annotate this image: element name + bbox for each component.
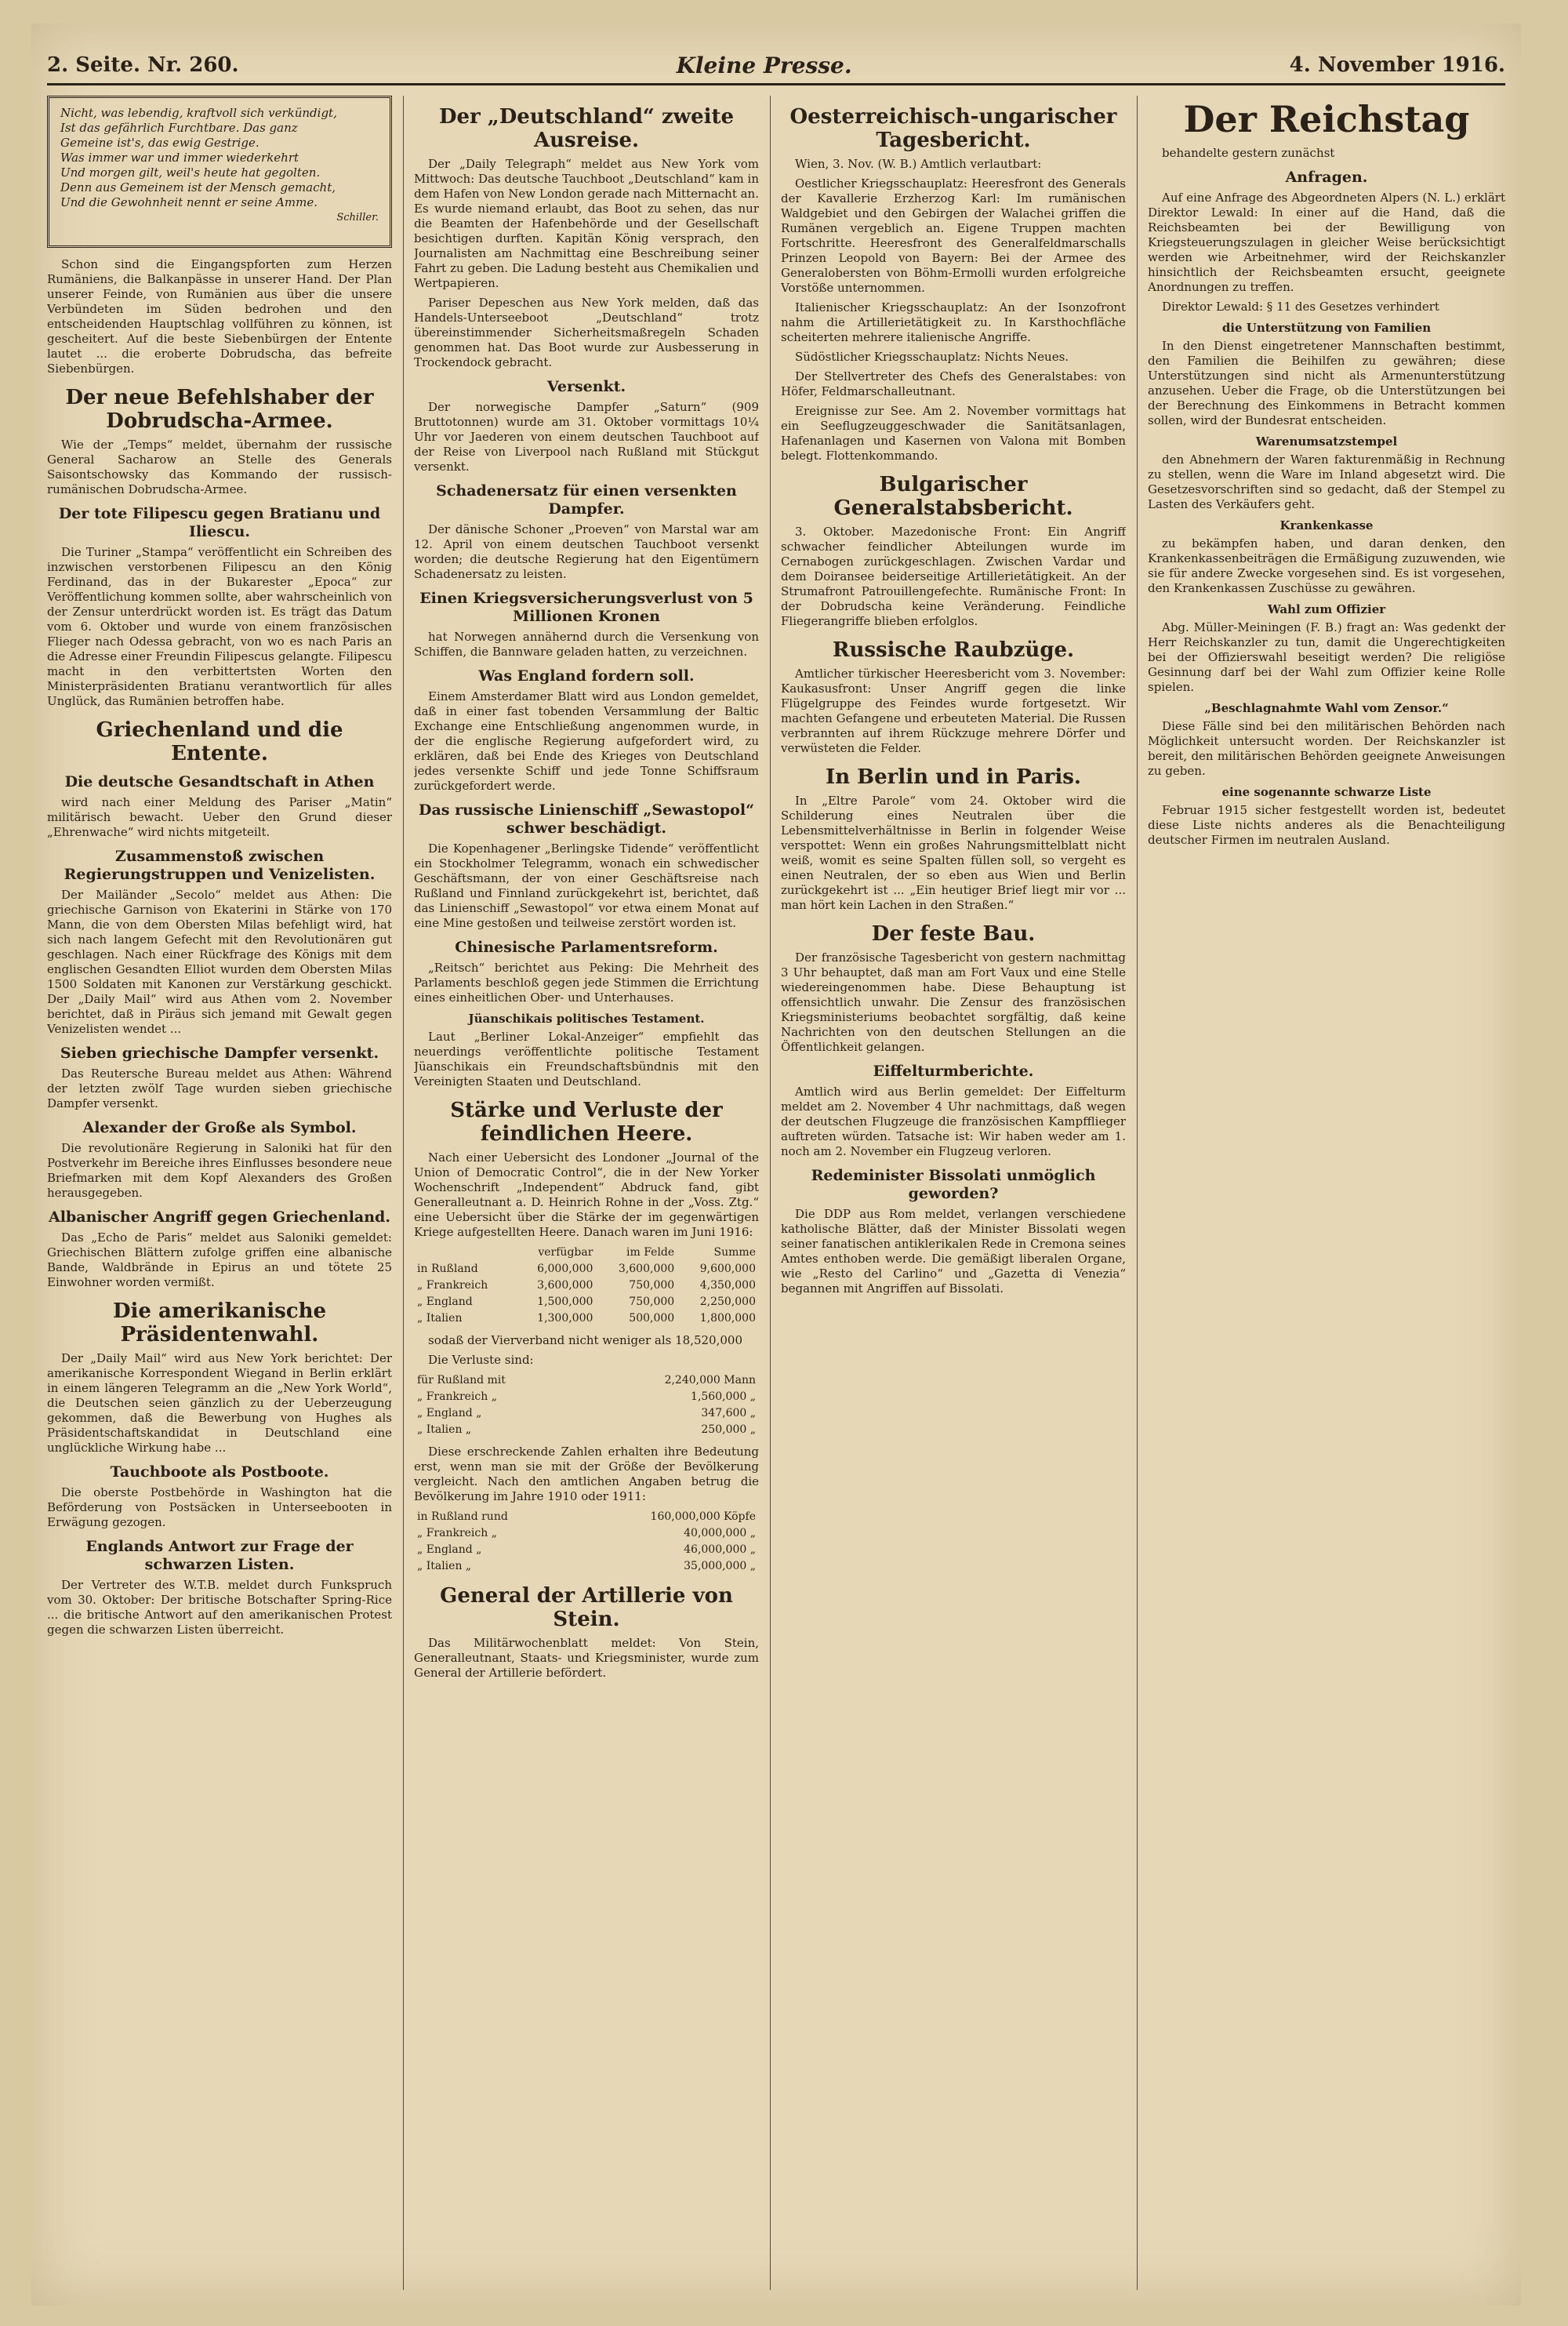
headline: Einen Kriegsversicherungsverlust von 5 Millionen Kronen [419, 590, 753, 625]
headline: Oesterreichisch-ungarischer Tagesbericht. [789, 105, 1117, 152]
article-text: Wie der „Temps“ meldet, übernahm der russische General Sacharow an Stelle des Generals Saisontschowsky das Kommando der russisch-rumänischen Dobrudscha-Armee. [47, 438, 392, 496]
newspaper-title: Kleine Presse. [676, 52, 852, 78]
table-row [414, 1277, 759, 1294]
article-text: Der Stellvertreter des Chefs des Generalstabes: von Höfer, Feldmarschalleutnant. [781, 369, 1126, 398]
article-text: Südöstlicher Kriegsschauplatz: Nichts Neues. [795, 350, 1069, 364]
headline: Tauchboote als Postboote. [110, 1463, 329, 1481]
table-header-cell: Summe [713, 1246, 756, 1259]
table-cell: 250,000 „ [701, 1423, 756, 1436]
headline: General der Artillerie von Stein. [440, 1584, 733, 1631]
column-4 [1148, 96, 1505, 2290]
article-text: Der Vertreter des W.T.B. meldet durch Funkspruch vom 30. Oktober: Der britische Botschafter Spring-Rice ... die britische Antwort auf den amerikanischen Protest gegen die schwarzen Listen überreicht. [47, 1578, 392, 1637]
headline: Englands Antwort zur Frage der schwarzen Listen. [85, 1538, 354, 1573]
newspaper-page [31, 24, 1521, 2306]
article-text: In den Dienst eingetretener Mannschaften bestimmt, den Familien die Beihilfen zu gewähren; diese Unterstützungen sind nicht als Armenunterstützung anzusehen. Ueber die Frage, ob die Unterstützungen bei der Berechnung des Einkommens in Betracht kommen sollen, wird der Bundesrat entscheiden. [1148, 339, 1505, 427]
headline: Redeminister Bissolati unmöglich geworden? [811, 1167, 1096, 1202]
headline: Schadenersatz für einen versenkten Dampfer. [436, 482, 737, 518]
subheadline: „Beschlagnahmte Wahl vom Zensor.“ [1204, 701, 1449, 715]
table-cell: „ Italien „ [417, 1423, 472, 1436]
table-cell: 46,000,000 „ [684, 1543, 756, 1556]
table-cell: 160,000,000 Köpfe [650, 1510, 756, 1523]
table-row [414, 1294, 759, 1310]
headline: Sieben griechische Dampfer versenkt. [60, 1045, 379, 1062]
article-text: hat Norwegen annähernd durch die Versenkung von Schiffen, die Bannware geladen hatten, zu verzeichnen. [414, 630, 759, 659]
article-text: zu bekämpfen haben, und daran denken, den Krankenkassenbeiträgen die Ermäßigung zuzuwenden, wie sie für andere Zwecke vorgesehen sind. Es ist vorgesehen, den Krankenkassen Zuschüsse zu gewähren. [1148, 536, 1505, 595]
table-cell: 1,560,000 „ [691, 1390, 756, 1403]
table-cell: 1,300,000 [537, 1312, 593, 1325]
table-row [414, 1509, 759, 1525]
subheadline: Die deutsche Gesandtschaft in Athen [64, 773, 375, 790]
headline: Russische Raubzüge. [832, 638, 1075, 662]
article-text: Oestlicher Kriegsschauplatz: Heeresfront des Generals der Kavallerie Erzherzog Karl: Im rumänischen Waldgebiet und den Gebirgen der Walachei griffen die Rumänen vergeblich an. Eigene Truppen machten Fortschritte. Heeresfront des Generalfeldmarschalls Prinzen Leopold von Bayern: Bei der Armee des Generalobersten von Böhm-Ermolli wurden erfolgreiche Vorstöße unternommen. [781, 176, 1126, 295]
article-text: Italienischer Kriegsschauplatz: An der Isonzofront nahm die Artillerietätigkeit zu. In Karsthochfläche scheiterten mehrere italienische Angriffe. [781, 300, 1126, 344]
subheadline: Krankenkasse [1279, 518, 1374, 532]
headline: Der „Deutschland“ zweite Ausreise. [438, 105, 735, 152]
article-text: Diese Fälle sind bei den militärischen Behörden nach Möglichkeit untersucht worden. Der Reichskanzler ist bereit, den militärischen Behörden geeignete Anweisungen zu geben. [1148, 719, 1505, 778]
article-text: behandelte gestern zunächst [1162, 146, 1335, 160]
poem-box [47, 96, 392, 248]
table-cell: 4,350,000 [699, 1279, 756, 1292]
table-row [414, 1558, 759, 1575]
table-row [414, 1405, 759, 1422]
article-text: Der „Daily Telegraph“ meldet aus New York vom Mittwoch: Das deutsche Tauchboot „Deutschland“ kam in dem Hafen von New London gerade nach Mitternacht an. Es wurde niemand erlaubt, das Boot zu sehen, das nur die Beamten der Hafenbehörde und der Gesellschaft besichtigen durften. Kapitän König versprach, den Journalisten am Nachmittag eine Beschreibung seiner Fahrt zu geben. Die Ladung besteht aus Chemikalien und Wertpapieren. [414, 157, 759, 290]
subheadline: Warenumsatzstempel [1255, 434, 1398, 449]
article-text: Der Mailänder „Secolo“ meldet aus Athen: Die griechische Garnison von Ekaterini in Stärke von 170 Mann, die von dem Obersten Milas befehligt wird, hat sich nach langem Gefecht mit den Revolutionären gut geschlagen. Nach einer Rückfrage des Königs mit dem englischen Gesandten Elliot wurden dem Obersten Milas 1500 Soldaten mit Kanonen zur Verstärkung geschickt. Der „Daily Mail“ wird aus Athen vom 2. November berichtet, daß in Piräus sich jemand mit Gewalt gegen Venizelisten wendet ... [47, 888, 392, 1036]
poem-author: Schiller. [336, 212, 379, 224]
article-text: den Abnehmern der Waren fakturenmäßig in Rechnung zu stellen, wenn die Ware im Inland abgesetzt wird. Die Gesetzesvorschriften sind so gedacht, daß der Stempel zu Lasten des Verkäufers geht. [1148, 452, 1505, 511]
column-rule [770, 96, 771, 2290]
article-text: „Reitsch“ berichtet aus Peking: Die Mehrheit des Parlaments beschloß gegen jede Stimmen die Errichtung eines einheitlichen Ober- und Unterhauses. [414, 961, 759, 1005]
table-cell: in Rußland rund [417, 1510, 508, 1523]
column-3 [781, 96, 1126, 2290]
table-cell: für Rußland mit [417, 1374, 506, 1387]
headline: Griechenland und die Entente. [96, 718, 343, 765]
table-header-cell [414, 1245, 515, 1261]
headline: Eiffelturmberichte. [873, 1063, 1034, 1080]
headline: Der feste Bau. [871, 922, 1036, 946]
table-cell: 2,240,000 Mann [664, 1374, 756, 1387]
article-text: Wien, 3. Nov. (W. B.) Amtlich verlautbart: [795, 157, 1042, 171]
article-text: Die oberste Postbehörde in Washington hat die Beförderung von Postsäcken in Unterseebooten in Erwägung gezogen. [47, 1485, 392, 1529]
column-rule [1137, 96, 1138, 2290]
table-cell: 35,000,000 „ [684, 1560, 756, 1572]
article-text: sodaß der Vierverband nicht weniger als 18,520,000 [428, 1333, 742, 1347]
table-cell: „ Frankreich „ [417, 1527, 497, 1539]
table-header-row [414, 1245, 759, 1261]
article-text: Der norwegische Dampfer „Saturn“ (909 Bruttotonnen) wurde am 31. Oktober vormittags 10¼ Uhr vor Jaederen von einem deutschen Tauchboot auf der Reise von Liverpool nach Rußland mit Stückgut versenkt. [414, 400, 759, 474]
article-text: Die DDP aus Rom meldet, verlangen verschiedene katholische Blätter, daß der Minister Bissolati wegen seiner fanatischen antiklerikalen Rede in Cremona seines Amtes enthoben werde. Die gemäßigt liberalen Organe, wie „Resto del Carlino“ und „Gazetta di Venezia“ begannen mit Angriffen auf Bissolati. [781, 1207, 1126, 1296]
poem-line: Ist das gefährlich Furchtbare. Das ganz [60, 121, 298, 135]
losses-table [414, 1372, 759, 1438]
army-strength-table [414, 1245, 759, 1327]
table-cell: 750,000 [629, 1296, 675, 1308]
headline: Albanischer Angriff gegen Griechenland. [49, 1208, 390, 1226]
article-text: Die revolutionäre Regierung in Saloniki hat für den Postverkehr im Bereiche ihres Einflusses besondere neue Briefmarken mit dem Kopf Alexanders des Großen herausgegeben. [47, 1141, 392, 1200]
subheadline: Anfragen. [1285, 169, 1368, 186]
table-row [414, 1389, 759, 1405]
header-date: 4. November 1916. [1289, 53, 1505, 77]
table-cell: „ England [417, 1296, 473, 1308]
article-text: Ereignisse zur See. Am 2. November vormittags hat ein Seeflugzeuggeschwader die Sanitätsanlagen, Hafenanlagen und Kasernen von Valona mit Bomben belegt. Flottenkommando. [781, 404, 1126, 463]
poem-line: Nicht, was lebendig, kraftvoll sich verkündigt, [60, 106, 337, 120]
table-cell: 2,250,000 [699, 1296, 756, 1308]
subheadline: Wahl zum Offizier [1267, 602, 1386, 616]
headline: In Berlin und in Paris. [826, 765, 1081, 789]
headline: Versenkt. [546, 378, 626, 395]
table-row [414, 1310, 759, 1327]
article-text: wird nach einer Meldung des Pariser „Matin“ militärisch bewacht. Ueber den Grund dieser „Ehrenwache“ wird nichts mitgeteilt. [47, 795, 392, 839]
headline: Bulgarischer Generalstabsbericht. [833, 473, 1073, 520]
table-cell: 500,000 [629, 1312, 675, 1325]
table-cell: „ Italien „ [417, 1560, 472, 1572]
table-header-cell: im Felde [626, 1246, 675, 1259]
table-cell: „ England „ [417, 1407, 482, 1419]
table-cell: 1,800,000 [699, 1312, 756, 1325]
header-page-number: 2. Seite. Nr. 260. [47, 53, 239, 77]
poem-line: Denn aus Gemeinem ist der Mensch gemacht, [60, 180, 336, 194]
running-header [47, 47, 1505, 85]
article-text: 3. Oktober. Mazedonische Front: Ein Angriff schwacher feindlicher Abteilungen wurde im Cernabogen zurückgeschlagen. Zwischen Vardar und dem Doiransee beiderseitige Artillerietätigkeit. An der Strumafront Patrouillengefechte. Rumänische Front: In der Dobrudscha keine Veränderung. Feindliche Fliegerangriffe blieben erfolglos. [781, 525, 1126, 628]
headline: Was England fordern soll. [478, 667, 695, 685]
headline: Der neue Befehlshaber der Dobrudscha-Armee. [65, 386, 374, 433]
article-text: Amtlich wird aus Berlin gemeldet: Der Eiffelturm meldet am 2. November 4 Uhr nachmittags, daß wegen der deutschen Flugzeuge die französischen Kampfflieger auftreten würden. Tatsache ist: Wir haben weder am 1. noch am 2. November ein Flugzeug verloren. [781, 1085, 1126, 1158]
table-cell: 40,000,000 „ [684, 1527, 756, 1539]
column-rule [403, 96, 404, 2290]
subheadline: die Unterstützung von Familien [1221, 321, 1432, 335]
column-1 [47, 96, 392, 2290]
article-text: Die Kopenhagener „Berlingske Tidende“ veröffentlicht ein Stockholmer Telegramm, wonach ein schwedischer Geschäftsmann, der von einer Geschäftsreise nach Rußland und Finnland zurückgekehrt ist, berichtet, daß das Linienschiff „Sewastopol“ vor etwa einem Monat auf eine Mine gestoßen und teilweise zerstört worden ist. [414, 841, 759, 930]
headline: Alexander der Große als Symbol. [82, 1119, 357, 1136]
article-text: Der französische Tagesbericht von gestern nachmittag 3 Uhr behauptet, daß man am Fort Vaux und eine Stelle wiedereingenommen habe. Diese Behauptung ist offensichtlich unwahr. Die Zensur des französischen Kriegsministeriums beobachtet sorgfältig, daß keine Nachrichten von den deutschen Stellungen an die Öffentlichkeit gelangen. [781, 950, 1126, 1054]
subheadline: eine sogenannte schwarze Liste [1221, 785, 1432, 799]
article-text: Einem Amsterdamer Blatt wird aus London gemeldet, daß in einer fast tobenden Versammlung der Baltic Exchange eine Entschließung angenommen wurde, in der die englische Regierung aufgefordert wird, zu erklären, daß bei Ende des Krieges von Deutschland jedes versenkte Schiff und jede Tonne Schiffsraum zurückgefordert werde. [414, 689, 759, 793]
article-text: Amtlicher türkischer Heeresbericht vom 3. November: Kaukasusfront: Unser Angriff gegen die linke Flügelgruppe des Feindes wurde fortgesetzt. Wir machten Gefangene und erbeuteten Material. Die Russen verbrannten auf ihrem Rückzuge mehrere Dörfer und verwüsteten die Felder. [781, 667, 1126, 755]
article-text: Diese erschreckende Zahlen erhalten ihre Bedeutung erst, wenn man sie mit der Größe der Bevölkerung vergleicht. Nach den amtlichen Angaben betrug die Bevölkerung im Jahre 1910 oder 1911: [414, 1445, 759, 1503]
table-cell: 3,600,000 [618, 1263, 675, 1275]
article-text: Abg. Müller-Meiningen (F. B.) fragt an: Was gedenkt der Herr Reichskanzler zu tun, damit die Ungerechtigkeiten bei der Offizierswahl beseitigt werden? Die religiöse Gesinnung darf bei der Wahl zum Offizier keine Rolle spielen. [1148, 620, 1505, 694]
headline: Der tote Filipescu gegen Bratianu und Iliescu. [58, 505, 381, 540]
headline: Die amerikanische Präsidentenwahl. [112, 1299, 327, 1347]
article-text: Auf eine Anfrage des Abgeordneten Alpers (N. L.) erklärt Direktor Lewald: In einer auf die Hand, daß die Reichsbeamten bei der Bewilligung von Kriegsteuerungszulagen in gleicher Weise berücksichtigt werden wie Arbeitnehmer, wird der Reichskanzler hinsichtlich der Reichsbeamten ersucht, geeignete Anordnungen zu treffen. [1148, 191, 1505, 294]
table-row [414, 1422, 759, 1438]
article-text: Laut „Berliner Lokal-Anzeiger“ empfiehlt das neuerdings veröffentlichte politische Testament Jüanschikais ein Freundschaftsbündnis mit den Vereinigten Staaten und Deutschland. [414, 1030, 759, 1088]
article-text: Das Reutersche Bureau meldet aus Athen: Während der letzten zwölf Tage wurden sieben griechische Dampfer versenkt. [47, 1067, 392, 1110]
headline: Stärke und Verluste der feindlichen Heere. [450, 1099, 723, 1146]
headline: Chinesische Parlamentsreform. [455, 939, 718, 956]
article-text: Februar 1915 sicher festgestellt worden ist, bedeutet diese Liste nichts anderes als die Benachteiligung deutscher Firmen im neutralen Ausland. [1148, 803, 1505, 847]
poem-line: Und die Gewohnheit nennt er seine Amme. [60, 195, 318, 209]
population-table [414, 1509, 759, 1575]
table-cell: 6,000,000 [537, 1263, 593, 1275]
article-text: Die Turiner „Stampa“ veröffentlicht ein Schreiben des inzwischen verstorbenen Filipescu an den König Ferdinand, das in der Bukarester „Epoca“ zur Veröffentlichung kommen sollte, aber wahrscheinlich von der Zensur unterdrückt worden ist. Es trägt das Datum vom 6. Oktober und wurde von einem französischen Flieger nach Odessa gebracht, von wo es nach Paris an die Adresse einer Freundin Filipescus gelangte. Filipescu macht in den verbittertsten Worten den Ministerpräsidenten Bratianu verantwortlich für alles Unglück, das Rumänien betroffen habe. [47, 545, 392, 708]
table-cell: „ Frankreich [417, 1279, 488, 1292]
article-text: Pariser Depeschen aus New York melden, daß das Handels-Unterseeboot „Deutschland“ trotz übereinstimmender Sicherheitsmaßregeln Schaden genommen hat. Das Boot wurde zur Ausbesserung in Trockendock gebracht. [414, 296, 759, 369]
table-cell: 347,600 „ [701, 1407, 756, 1419]
table-row [414, 1372, 759, 1389]
poem-line: Gemeine ist's, das ewig Gestrige. [60, 136, 260, 150]
article-text: Das Militärwochenblatt meldet: Von Stein, Generalleutnant, Staats- und Kriegsminister, wurde zum General der Artillerie befördert. [414, 1636, 759, 1680]
table-header-cell: verfügbar [538, 1246, 593, 1259]
article-text: Der dänische Schoner „Proeven“ von Marstal war am 12. April von einem deutschen Tauchboot versenkt worden; die deutsche Regierung hat den Eigentümern Schadenersatz zu leisten. [414, 522, 759, 581]
table-cell: 1,500,000 [537, 1296, 593, 1308]
table-cell: „ England „ [417, 1543, 482, 1556]
headline-reichstag: Der Reichstag [1183, 98, 1470, 140]
headline: Zusammenstoß zwischen Regierungstruppen und Venizelisten. [64, 848, 376, 883]
article-text: Nach einer Uebersicht des Londoner „Journal of the Union of Democratic Control“, die in der New Yorker Wochenschrift „Independent“ Abdruck fand, gibt Generalleutnant a. D. Heinrich Rohne in der „Voss. Ztg.“ eine Uebersicht über die Stärke der im gegenwärtigen Kriege aufgestellten Heere. Danach waren im Juni 1916: [414, 1150, 759, 1239]
article-text: Schon sind die Eingangspforten zum Herzen Rumäniens, die Balkanpässe in unserer Hand. Der Plan unserer Feinde, von Rumänien aus über die unsere Verbündeten im Süden bedrohen und den entscheidenden Hauptschlag vollführen zu können, ist gescheitert. Auf die beste Siebenbürgen der Entente lautet ... die eroberte Dobrudscha, das befreite Siebenbürgen. [47, 257, 392, 376]
table-cell: „ Italien [417, 1312, 463, 1325]
table-cell: in Rußland [417, 1263, 478, 1275]
table-cell: 750,000 [629, 1279, 675, 1292]
article-text: Der „Daily Mail“ wird aus New York berichtet: Der amerikanische Korrespondent Wiegand in Berlin erklärt in einem längeren Telegramm an die „New York World“, die Deutschen seien gänzlich zu der Ueberzeugung gekommen, daß die Bewerbung von Hughes als Präsidentschaftskandidat in Deutschland eine unglückliche Wirkung habe ... [47, 1351, 392, 1455]
article-text: Das „Echo de Paris“ meldet aus Saloniki gemeldet: Griechischen Blättern zufolge griffen eine albanische Bande, Waldbrände in Epirus an und tötete 25 Einwohner worden vermißt. [47, 1230, 392, 1289]
table-row [414, 1261, 759, 1277]
article-text: In „Eltre Parole“ vom 24. Oktober wird die Schilderung eines Neutralen über die Lebensmittelverhältnisse in Berlin in folgender Weise verspottet: Wenn ein großes Nahrungsmittelblatt nicht weiß, womit es seine Spalten füllen soll, so vergeht es einen Neutralen, der so eben aus Wien und Berlin zurückgekehrt ist ... „Ein heutiger Brief liegt mir vor ... man hört kein Lachen in den Straßen.“ [781, 794, 1126, 912]
table-cell: 3,600,000 [537, 1279, 593, 1292]
table-row [414, 1542, 759, 1558]
table-cell: 9,600,000 [699, 1263, 756, 1275]
column-2 [414, 96, 759, 2290]
table-row [414, 1525, 759, 1542]
poem-line: Was immer war und immer wiederkehrt [60, 151, 299, 165]
article-text: Die Verluste sind: [428, 1353, 534, 1367]
subheadline: Jüanschikais politisches Testament. [468, 1012, 705, 1026]
poem-line: Und morgen gilt, weil's heute hat gegolten. [60, 165, 321, 180]
headline: Das russische Linienschiff „Sewastopol“ schwer beschädigt. [419, 801, 754, 837]
article-text: Direktor Lewald: § 11 des Gesetzes verhindert [1162, 300, 1439, 314]
table-cell: „ Frankreich „ [417, 1390, 497, 1403]
